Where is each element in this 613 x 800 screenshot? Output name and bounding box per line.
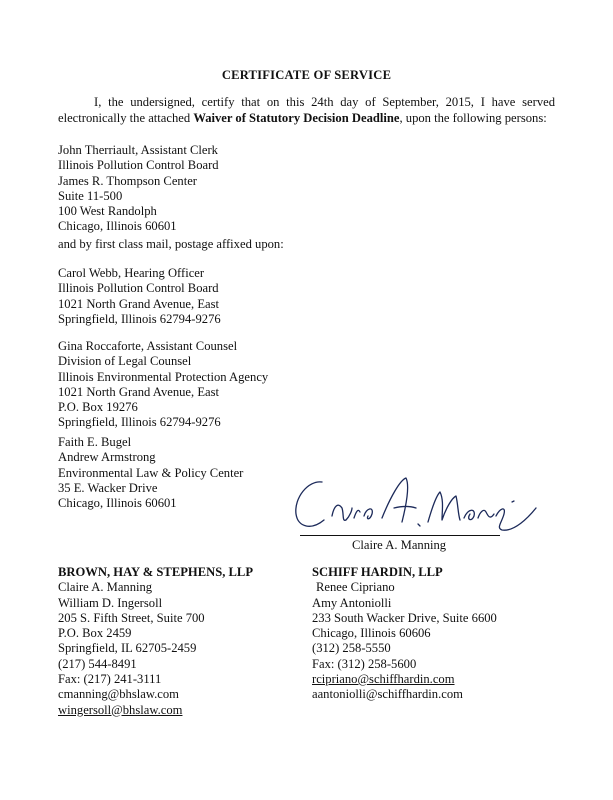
signature-line [300, 535, 500, 536]
firm-left-email[interactable]: cmanning@bhslaw.com [58, 687, 179, 702]
firm-block-left [58, 565, 253, 718]
recipient-block-2 [58, 266, 221, 327]
recipient-1-line: Illinois Pollution Control Board [58, 158, 219, 173]
recipient-4-line: 35 E. Wacker Drive [58, 480, 158, 495]
handwritten-signature [282, 468, 540, 548]
recipient-2-line: Illinois Pollution Control Board [58, 281, 219, 296]
recipient-2-line: Springfield, Illinois 62794-9276 [58, 311, 221, 326]
recipient-3-line: Illinois Environmental Protection Agency [58, 369, 269, 384]
recipient-1-line: 100 West Randolph [58, 204, 157, 219]
firm-right-name: SCHIFF HARDIN, LLP [312, 565, 443, 579]
recipient-2-line: Carol Webb, Hearing Officer [58, 266, 205, 280]
firm-right-line: Amy Antoniolli [312, 595, 392, 610]
intro-text-1: I, the undersigned, certify that on this 24th day of September, 2015, I have served electronically the attached [58, 95, 555, 125]
firm-left-line: P.O. Box 2459 [58, 626, 132, 641]
recipient-1-line: James R. Thompson Center [58, 173, 197, 188]
recipient-2-line: 1021 North Grand Avenue, East [58, 296, 219, 311]
recipient-3-line: 1021 North Grand Avenue, East [58, 384, 219, 399]
firm-right-email[interactable]: rcipriano@schiffhardin.com [312, 672, 455, 687]
firm-right-line: Fax: (312) 258-5600 [312, 656, 417, 671]
firm-right-line: Renee Cipriano [316, 580, 395, 595]
recipient-1-line: Chicago, Illinois 60601 [58, 219, 177, 234]
recipient-block-1 [58, 143, 219, 235]
recipient-4-line: Environmental Law & Policy Center [58, 465, 244, 480]
recipient-4-line: Andrew Armstrong [58, 450, 156, 465]
recipient-1-line: Suite 11-500 [58, 188, 123, 203]
recipient-block-3 [58, 339, 268, 431]
firm-left-line: 205 S. Fifth Street, Suite 700 [58, 610, 205, 625]
firm-right-line: 233 South Wacker Drive, Suite 6600 [312, 610, 497, 625]
page-title: CERTIFICATE OF SERVICE [221, 68, 392, 82]
intro-paragraph [58, 94, 555, 126]
recipient-3-line: Springfield, Illinois 62794-9276 [58, 415, 221, 430]
firm-left-email[interactable]: wingersoll@bhslaw.com [58, 702, 183, 717]
recipient-3-line: Gina Roccaforte, Assistant Counsel [58, 339, 238, 353]
firm-right-line: (312) 258-5550 [312, 641, 391, 656]
firm-left-line: Springfield, IL 62705-2459 [58, 641, 197, 656]
firm-right-line: Chicago, Illinois 60606 [312, 626, 431, 641]
signer-name: Claire A. Manning [352, 538, 447, 552]
firm-right-email[interactable]: aantoniolli@schiffhardin.com [312, 687, 463, 702]
first-class-note: and by first class mail, postage affixed upon: [58, 237, 284, 251]
recipient-4-line: Chicago, Illinois 60601 [58, 496, 177, 511]
firm-left-line: Fax: (217) 241-3111 [58, 672, 162, 687]
recipient-block-4 [58, 435, 243, 511]
recipient-4-line: Faith E. Bugel [58, 435, 132, 449]
recipient-1-line: John Therriault, Assistant Clerk [58, 143, 218, 157]
firm-block-right [312, 565, 497, 703]
firm-left-name: BROWN, HAY & STEPHENS, LLP [58, 565, 254, 579]
recipient-3-line: P.O. Box 19276 [58, 400, 138, 415]
firm-left-line: Claire A. Manning [58, 580, 153, 595]
intro-text-2: , upon the following persons: [399, 111, 547, 125]
intro-document-title: Waiver of Statutory Decision Deadline [193, 111, 400, 125]
recipient-3-line: Division of Legal Counsel [58, 354, 192, 369]
firm-left-line: William D. Ingersoll [58, 595, 163, 610]
firm-left-line: (217) 544-8491 [58, 656, 137, 671]
